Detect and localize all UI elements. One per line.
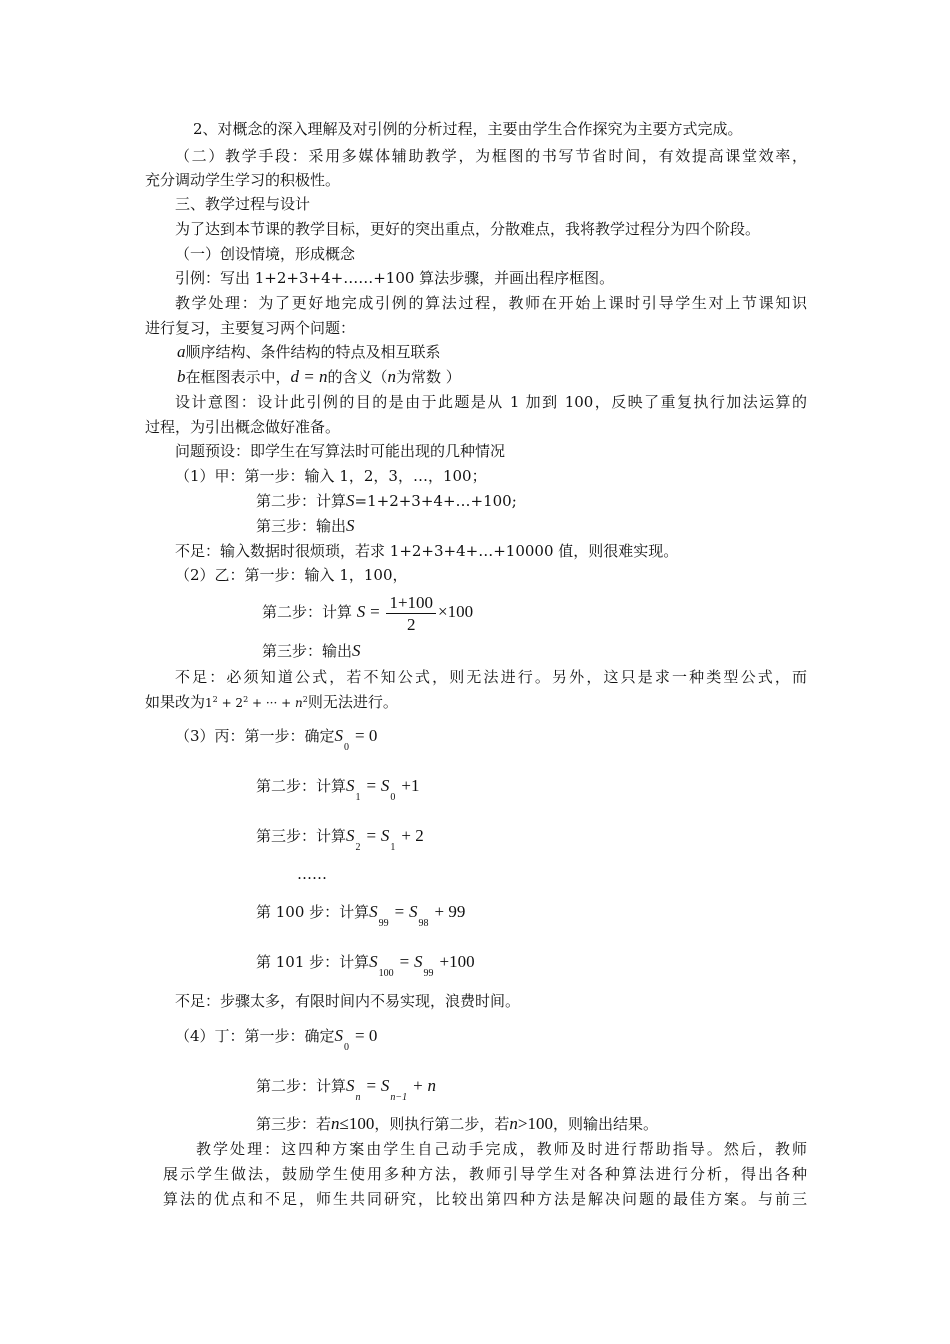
math-eq: = (366, 826, 377, 845)
step-label: 第三步：输出 (256, 517, 347, 535)
math-eq: = (366, 1076, 377, 1095)
subscript: n−1 (390, 1092, 408, 1103)
subscript: 99 (378, 918, 389, 929)
solution-2-step-3 (262, 641, 361, 661)
math-var: S (334, 726, 344, 745)
solution-3-step-1 (175, 726, 378, 753)
subscript: 1 (355, 792, 361, 803)
math-tail: +1 (401, 776, 420, 795)
paragraph-line: 引例：写出 1+2+3+4+……+100 算法步骤，并画出程序框图。 (175, 269, 615, 287)
subscript: n (355, 1092, 361, 1103)
subscript: 0 (344, 742, 350, 753)
math-expr: d = n (290, 367, 328, 386)
math-term: + 2 (217, 696, 244, 710)
math-var: S (369, 902, 378, 921)
step-label: 第三步：输出 (262, 642, 353, 660)
step-label: 第二步：计算 (256, 1077, 347, 1095)
solution-4-step-2 (256, 1076, 437, 1103)
step-text: ，则执行第二步，若 (374, 1115, 510, 1133)
exponent: 2 (302, 695, 308, 704)
step-label: 第二步：计算 (256, 777, 347, 795)
math-var: S (380, 1076, 390, 1095)
math-var: S (346, 491, 355, 510)
review-item-b (177, 367, 461, 387)
step-label: （3）丙：第一步：确定 (175, 727, 335, 745)
math-var: S (334, 1026, 344, 1045)
step-label: 第二步：计算 (262, 603, 353, 621)
math-var: n (509, 1114, 518, 1133)
exponent: 2 (212, 695, 218, 704)
subscript: 1 (390, 842, 396, 853)
math-eq: = (399, 952, 410, 971)
step-label: 第三步：若 (256, 1115, 332, 1133)
paragraph-line: 不足：必须知道公式，若不知公式，则无法进行。另外，这只是求一种类型公式，而 (175, 668, 807, 686)
item-text: 在框图表示中， (185, 368, 291, 386)
review-item-a (177, 342, 441, 362)
paragraph-line (145, 692, 398, 715)
paragraph-line: 问题预设：即学生在写算法时可能出现的几种情况 (175, 442, 506, 460)
subscript: 0 (390, 792, 396, 803)
line-text: 则无法进行。 (307, 693, 398, 711)
math-eq: = (370, 602, 380, 621)
math-cond: ≤100 (339, 1114, 375, 1133)
step-expr: =1+2+3+4+…+100; (354, 492, 517, 510)
math-eq: = (394, 902, 405, 921)
paragraph-line: 2、对概念的深入理解及对引例的分析过程，主要由学生合作探究为主要方式完成。 (193, 120, 743, 138)
math-eq: = (366, 776, 377, 795)
subscript: 98 (418, 918, 429, 929)
math-var: n (387, 367, 397, 386)
subscript: 2 (355, 842, 361, 853)
math-tail: = 0 (355, 726, 378, 745)
solution-1-step-3 (256, 516, 355, 536)
step-label: 第 101 步：计算 (256, 953, 370, 971)
subscript: 100 (378, 968, 394, 979)
math-var: S (380, 776, 390, 795)
subsection-heading: （一）创设情境，形成概念 (175, 245, 356, 263)
paragraph-line: （二）教学手段：采用多媒体辅助教学，为框图的书写节省时间，有效提高课堂效率， (175, 147, 807, 165)
math-tail: + 99 (434, 902, 466, 921)
math-var: S (409, 902, 418, 921)
paragraph-line: 教学处理：这四种方案由学生自己动手完成，教师及时进行帮助指导。然后，教师 (196, 1140, 807, 1158)
paragraph-line: 进行复习，主要复习两个问题： (145, 319, 356, 337)
math-tail: +100 (439, 952, 475, 971)
math-var: n (331, 1114, 340, 1133)
paragraph-line: 教学处理：为了更好地完成引例的算法过程，教师在开始上课时引导学生对上节课知识 (175, 294, 807, 312)
step-label: 第 100 步：计算 (256, 903, 370, 921)
math-var: n (427, 1076, 437, 1095)
math-var: S (380, 826, 390, 845)
math-var: S (346, 826, 355, 845)
solution-3-step-2 (256, 776, 420, 803)
paragraph-line: 展示学生做法，鼓励学生使用多种方法，教师引导学生对各种算法进行分析，得出各种 (163, 1165, 807, 1183)
solution-1-step-2 (256, 491, 517, 511)
solution-2-step-1: （2）乙：第一步：输入 1，100， (175, 566, 408, 584)
fraction (386, 592, 436, 635)
math-term: + ··· + (248, 696, 295, 710)
line-text: 如果改为 (145, 693, 206, 711)
item-text: 的含义（ (327, 368, 388, 386)
ellipsis: …… (297, 865, 327, 883)
paragraph-line: 过程，为引出概念做好准备。 (145, 418, 341, 436)
fraction-denominator: 2 (407, 614, 416, 634)
step-label: （4）丁：第一步：确定 (175, 1027, 335, 1045)
solution-3-step-101 (256, 952, 475, 979)
paragraph-line: 算法的优点和不足，师生共同研究，比较出第四种方法是解决问题的最佳方案。与前三 (163, 1190, 807, 1208)
solution-4-step-3 (256, 1114, 658, 1134)
math-tail: + 2 (401, 826, 424, 845)
math-var: b (177, 367, 186, 386)
paragraph-line: 不足：步骤太多，有限时间内不易实现，浪费时间。 (175, 992, 521, 1010)
paragraph-line: 为了达到本节课的教学目标，更好的突出重点，分散难点，我将教学过程分为四个阶段。 (175, 220, 761, 238)
solution-3-step-100 (256, 902, 466, 929)
solution-4-step-1 (175, 1026, 378, 1053)
math-expr (205, 696, 308, 710)
item-text: 顺序结构、条件结构的特点及相互联系 (185, 343, 441, 361)
step-text: ，则输出结果。 (552, 1115, 658, 1133)
item-text: 为常数 ） (396, 368, 461, 386)
math-tail: = 0 (355, 1026, 378, 1045)
paragraph-line: 充分调动学生学习的积极性。 (145, 171, 341, 189)
math-var: S (352, 641, 361, 660)
subscript: 99 (423, 968, 434, 979)
step-label: 第三步：计算 (256, 827, 347, 845)
paragraph-line: 设计意图：设计此引例的目的是由于此题是从 1 加到 100，反映了重复执行加法运算的 (175, 393, 807, 411)
math-var: S (356, 602, 366, 621)
math-var: n (294, 696, 303, 710)
math-var: a (177, 342, 186, 361)
math-var: S (346, 776, 355, 795)
step-label: 第二步：计算 (256, 492, 347, 510)
paragraph-line: 不足：输入数据时很烦琐，若求 1+2+3+4+…+10000 值，则很难实现。 (175, 542, 679, 560)
math-op: + (413, 1076, 423, 1095)
math-cond: >100 (517, 1114, 553, 1133)
section-heading: 三、教学过程与设计 (175, 195, 311, 213)
fraction-numerator: 1+100 (386, 592, 436, 614)
subscript: 0 (344, 1042, 350, 1053)
math-term: 1 (205, 696, 213, 710)
math-var: S (414, 952, 423, 971)
exponent: 2 (243, 695, 249, 704)
math-var: S (346, 1076, 355, 1095)
math-var: S (369, 952, 378, 971)
solution-2-step-2 (262, 590, 473, 635)
solution-1-step-1: （1）甲：第一步：输入 1，2，3，…，100； (175, 467, 487, 485)
math-var: S (346, 516, 355, 535)
solution-3-step-3 (256, 826, 424, 853)
math-tail: ×100 (438, 602, 474, 621)
